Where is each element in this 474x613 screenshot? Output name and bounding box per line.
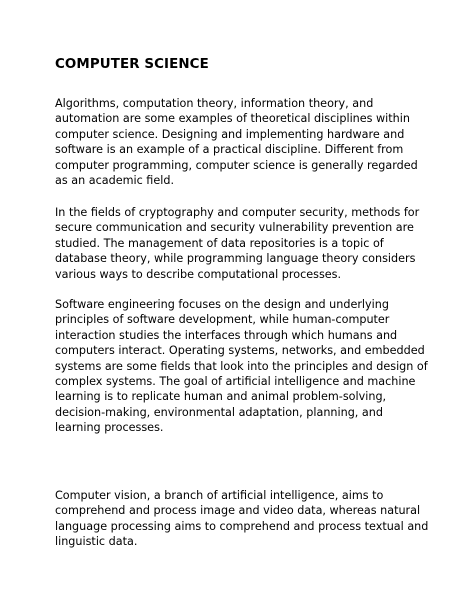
paragraph-line: In the fields of cryptography and computer security, methods for bbox=[55, 206, 420, 219]
paragraph-line: studied. The management of data repositories is a topic of bbox=[55, 236, 384, 250]
paragraph-line: database theory, while programming language theory considers bbox=[55, 252, 416, 266]
paragraph-line: Software engineering focuses on the design and underlying bbox=[55, 298, 389, 311]
paragraph-line: learning processes. bbox=[55, 421, 164, 435]
paragraph-line: language processing aims to comprehend and process textual and bbox=[55, 519, 429, 533]
paragraph-line: various ways to describe computational processes. bbox=[55, 267, 342, 281]
paragraph-line: decision-making, environmental adaptation, planning, and bbox=[55, 405, 383, 419]
paragraph-cryptography bbox=[55, 205, 435, 282]
paragraph-line: secure communication and security vulnerability prevention are bbox=[55, 221, 414, 235]
paragraph-line: principles of software development, while human-computer bbox=[55, 313, 390, 327]
paragraph-line: automation are some examples of theoretical disciplines within bbox=[55, 112, 410, 126]
paragraph-line: computer science. Designing and implementing hardware and bbox=[55, 127, 405, 141]
paragraph-line: computers interact. Operating systems, networks, and embedded bbox=[55, 344, 425, 358]
paragraph-line: learning is to replicate human and animal problem-solving, bbox=[55, 390, 387, 404]
paragraph-line: Algorithms, computation theory, information theory, and bbox=[55, 97, 374, 110]
paragraph-line: Computer vision, a branch of artificial intelligence, aims to bbox=[55, 489, 384, 502]
paragraph-algorithms bbox=[55, 96, 435, 188]
paragraph-line: systems are some fields that look into the principles and design of bbox=[55, 359, 428, 373]
paragraph-line: linguistic data. bbox=[55, 535, 138, 549]
paragraph-line: computer programming, computer science is generally regarded bbox=[55, 158, 418, 172]
paragraph-line: software is an example of a practical discipline. Different from bbox=[55, 143, 404, 157]
document-title: COMPUTER SCIENCE bbox=[55, 57, 209, 72]
paragraph-line: as an academic field. bbox=[55, 174, 174, 188]
paragraph-software-engineering bbox=[55, 297, 435, 436]
paragraph-computer-vision bbox=[55, 488, 435, 550]
paragraph-line: complex systems. The goal of artificial intelligence and machine bbox=[55, 375, 416, 389]
paragraph-line: comprehend and process image and video data, whereas natural bbox=[55, 504, 421, 518]
paragraph-line: interaction studies the interfaces through which humans and bbox=[55, 328, 398, 342]
